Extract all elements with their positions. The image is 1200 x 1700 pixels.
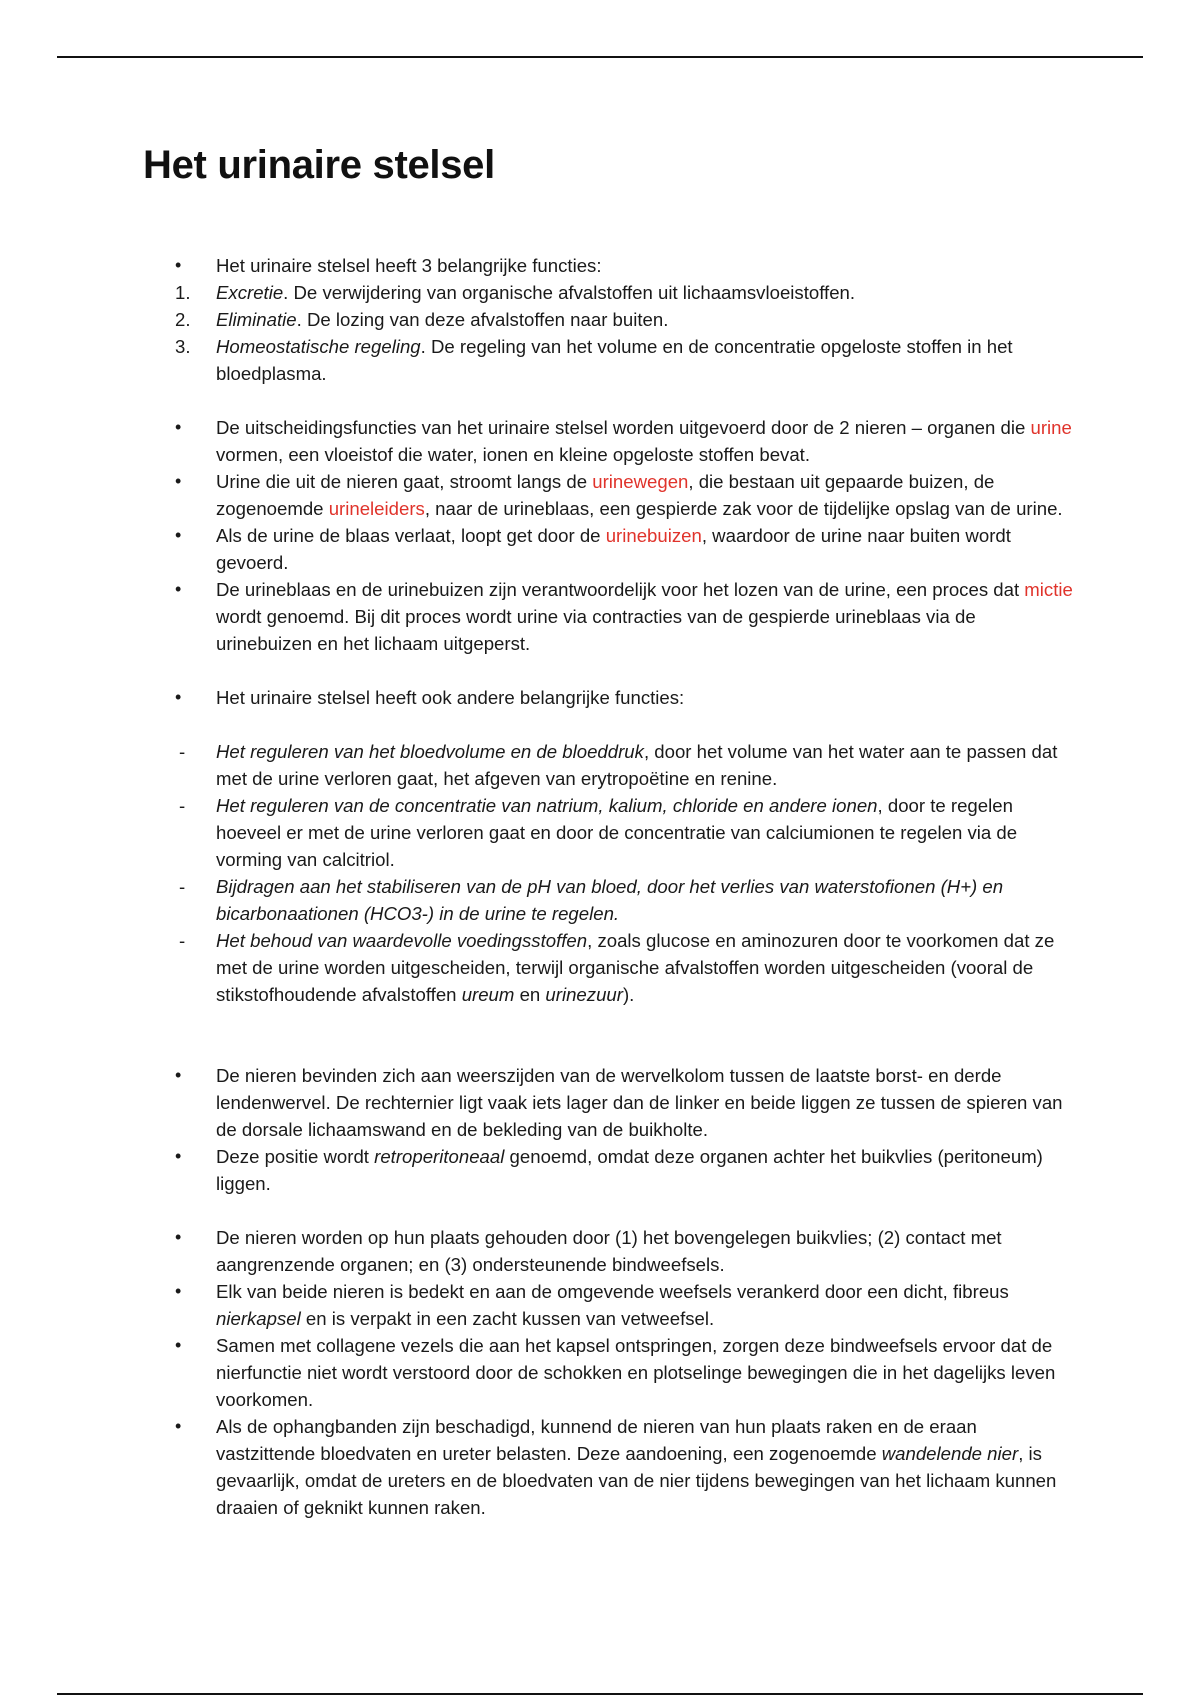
function-term: Het behoud van waardevolle voedingsstoffen [216,930,588,951]
dash-item [175,792,1075,873]
keyword-urine: urine [1030,417,1072,438]
numbered-item [175,306,1075,333]
bullet-marker: • [175,255,182,275]
list-item-text: en [514,984,546,1005]
list-item [175,414,1075,468]
list-item-text: Urine die uit de nieren gaat, stroomt langs de [216,471,593,492]
function-term: Bijdragen aan het stabiliseren van de pH van bloed, door het verlies van waterstofionen (H+) en bicarbonaationen (HCO3-) in de urine te regelen. [216,876,1004,924]
list-item [175,1332,1075,1413]
list-item [175,576,1075,657]
dash-item [175,738,1075,792]
document-body [175,252,1075,1521]
list-item-text: Deze positie wordt [216,1146,375,1167]
header-rule [57,56,1143,58]
bullet-marker: • [175,1335,182,1355]
bullet-marker: • [175,417,182,437]
list-item-text: De urineblaas en de urinebuizen zijn verantwoordelijk voor het lozen van de urine, een proces dat [216,579,1025,600]
dash-marker: - [179,795,186,816]
term-nierkapsel: nierkapsel [216,1308,301,1329]
page-title: Het urinaire stelsel [143,143,495,187]
keyword-urineleiders: urineleiders [328,498,425,519]
term-wandelende-nier: wandelende nier [881,1443,1019,1464]
keyword-mictie: mictie [1024,579,1073,600]
term-urinezuur: urinezuur [545,984,623,1005]
list-item-text: , naar de urineblaas, een gespierde zak voor de tijdelijke opslag van de urine. [424,498,1063,519]
bullet-marker: • [175,1146,182,1166]
list-item-text: . De lozing van deze afvalstoffen naar buiten. [296,309,669,330]
number-marker: 1. [175,282,191,303]
list-item [175,522,1075,576]
bullet-marker: • [175,1416,182,1436]
term-homeostatische-regeling: Homeostatische regeling [216,336,421,357]
list-item [175,684,1075,711]
list-item-text: , waardoor de urine naar buiten wordt gevoerd. [216,525,1011,573]
list-item [175,1143,1075,1197]
list-item [175,252,1075,279]
dash-marker: - [179,930,186,951]
dash-marker: - [179,741,186,762]
list-item-text: wordt genoemd. Bij dit proces wordt urine via contracties van de gespierde urineblaas via de urinebuizen en het lichaam uitgeperst. [216,606,976,654]
function-term: Het reguleren van het bloedvolume en de bloeddruk [216,741,644,762]
list-item-text: ). [622,984,635,1005]
list-item-text: en is verpakt in een zacht kussen van vetweefsel. [300,1308,715,1329]
list-item-text: , door het volume van het water aan te passen dat met de urine verloren gaat, het afgeven van erytropoëtine en renine. [216,741,1058,789]
list-item [175,1062,1075,1143]
bullet-marker: • [175,579,182,599]
list-item-text: , die bestaan uit gepaarde buizen, de zogenoemde [216,471,995,519]
list-item-text: Als de urine de blaas verlaat, loopt get door de [216,525,606,546]
list-item [175,1278,1075,1332]
term-retroperitoneaal: retroperitoneaal [374,1146,505,1167]
list-item-text: , door te regelen hoeveel er met de urine verloren gaat en door de concentratie van calciumionen te regelen via de vorming van calcitriol. [216,795,1018,870]
numbered-item [175,279,1075,306]
keyword-urinebuizen: urinebuizen [605,525,702,546]
list-item [175,468,1075,522]
numbered-item [175,333,1075,387]
list-item-text: . De regeling van het volume en de concentratie opgeloste stoffen in het bloedplasma. [216,336,1013,384]
list-item-text: Als de ophangbanden zijn beschadigd, kunnend de nieren van hun plaats raken en de eraan vastzittende bloedvaten en ureter belasten. Deze aandoening, een zogenoemde [216,1416,977,1464]
list-item [175,1224,1075,1278]
dash-item [175,873,1075,927]
list-item-text: vormen, een vloeistof die water, ionen en kleine opgeloste stoffen bevat. [216,444,811,465]
list-item-text: Elk van beide nieren is bedekt en aan de omgevende weefsels verankerd door een dicht, fibreus [216,1281,1009,1302]
list-item-text: genoemd, omdat deze organen achter het buikvlies (peritoneum) liggen. [216,1146,1043,1194]
list-item [175,1413,1075,1521]
footer-rule [57,1693,1143,1695]
list-item-text: De nieren worden op hun plaats gehouden door (1) het bovengelegen buikvlies; (2) contact met aangrenzende organen; en (3) ondersteunende bindweefsels. [216,1227,1002,1275]
term-excretie: Excretie [216,282,284,303]
term-ureum: ureum [461,984,515,1005]
list-item-text: Samen met collagene vezels die aan het kapsel ontspringen, zorgen deze bindweefsels ervoor dat de nierfunctie niet wordt verstoord door de schokken en plotselinge bewegingen die in het dagelijks leven voorkomen. [216,1335,1056,1410]
bullet-marker: • [175,471,182,491]
list-item-text: De uitscheidingsfuncties van het urinaire stelsel worden uitgevoerd door de 2 nieren – organen die [216,417,1031,438]
list-item-text: , is gevaarlijk, omdat de ureters en de bloedvaten van de nier tijdens bewegingen van het lichaam kunnen draaien of geknikt kunnen raken. [216,1443,1057,1518]
list-item-text: De nieren bevinden zich aan weerszijden van de wervelkolom tussen de laatste borst- en derde lendenwervel. De rechternier ligt vaak iets lager dan de linker en beide liggen ze tussen de spieren van de dorsale lichaamswand en de bekleding van de buikholte. [216,1065,1063,1140]
number-marker: 2. [175,309,191,330]
bullet-marker: • [175,1227,182,1247]
list-item-text: . De verwijdering van organische afvalstoffen uit lichaamsvloeistoffen. [283,282,856,303]
list-item-text: , zoals glucose en aminozuren door te voorkomen dat ze met de urine worden uitgescheiden, terwijl organische afvalstoffen worden uitgescheiden (vooral de stikstofhoudende afvalstoffen [216,930,1055,1005]
function-term: Het reguleren van de concentratie van natrium, kalium, chloride en andere ionen [216,795,878,816]
keyword-urinewegen: urinewegen [592,471,689,492]
list-item-text: Het urinaire stelsel heeft 3 belangrijke functies: [216,255,602,276]
dash-marker: - [179,876,186,897]
bullet-marker: • [175,687,182,707]
list-item-text: Het urinaire stelsel heeft ook andere belangrijke functies: [216,687,685,708]
bullet-marker: • [175,1065,182,1085]
dash-item [175,927,1075,1008]
number-marker: 3. [175,336,191,357]
bullet-marker: • [175,525,182,545]
bullet-marker: • [175,1281,182,1301]
term-eliminatie: Eliminatie [216,309,297,330]
